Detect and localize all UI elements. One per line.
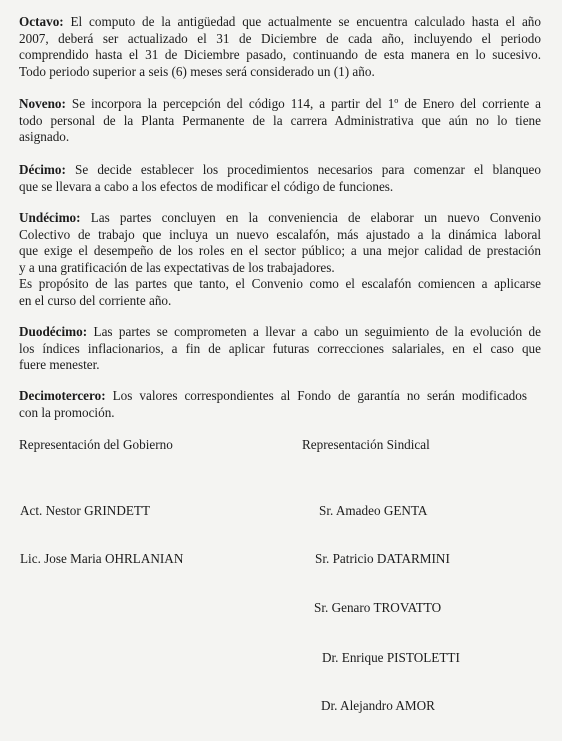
- clause-heading: Duodécimo:: [19, 324, 88, 339]
- signatory-gobierno: Lic. Jose Maria OHRLANIAN: [20, 551, 184, 566]
- clause-octavo: [19, 14, 541, 80]
- clause-line: y a una gratificación de las expectativas de los trabajadores.: [19, 259, 335, 275]
- clause-line: todo personal de la Planta Permanente de la carrera Administrativa que aún no lo tiene: [19, 112, 541, 128]
- signatory-sindical: Sr. Patricio DATARMINI: [315, 551, 450, 566]
- clause-line: Todo periodo superior a seis (6) meses será considerado un (1) año.: [19, 63, 375, 79]
- clause-line: asignado.: [19, 129, 70, 145]
- clause-line: que exige el desempeño de los roles en el sector público; a una mejor calidad de prestación: [19, 243, 541, 259]
- clause-heading: Noveno:: [19, 96, 66, 111]
- clause-line: que se llevara a cabo a los efectos de modificar el código de funciones.: [19, 178, 394, 194]
- clause-noveno: [19, 96, 541, 146]
- clause-heading: Decimotercero:: [19, 388, 106, 403]
- clause-line: los índices inflacionarios, a fin de aplicar futuras correcciones salariales, en el caso que: [19, 340, 541, 356]
- clause-undecimo: [19, 210, 541, 310]
- gobierno-header: Representación del Gobierno: [19, 437, 173, 452]
- clause-line: Es propósito de las partes que tanto, el Convenio como el escalafón comiencen a aplicarse: [19, 276, 541, 292]
- signatory-sindical: Dr. Alejandro AMOR: [321, 698, 435, 713]
- clause-decimotercero: [19, 388, 527, 421]
- clause-line: Colectivo de trabajo que incluya un nuevo escalafón, más ajustado a la dinámica laboral: [19, 226, 541, 242]
- clause-text: Se decide establecer los procedimientos necesarios para comenzar el blanqueo: [65, 162, 541, 177]
- signatory-sindical: Sr. Genaro TROVATTO: [314, 600, 442, 615]
- clause-heading: Décimo:: [19, 162, 66, 177]
- clause-heading: Undécimo:: [19, 210, 81, 225]
- clause-text: Los valores correspondientes al Fondo de garantía no serán modificados: [105, 388, 527, 403]
- clause-line: con la promoción.: [19, 404, 115, 420]
- clause-line: en el curso del corriente año.: [19, 292, 172, 308]
- clause-line: 2007, deberá ser actualizado el 31 de Diciembre de cada año, incluyendo el periodo: [19, 30, 541, 46]
- sindical-header: Representación Sindical: [302, 437, 430, 452]
- clause-text: Se incorpora la percepción del código 114, a partir del 1º de Enero del corriente a: [65, 96, 541, 111]
- clause-line: fuere menester.: [19, 357, 100, 373]
- signatory-sindical: Sr. Amadeo GENTA: [319, 503, 428, 518]
- signatory-gobierno: Act. Nestor GRINDETT: [20, 503, 151, 518]
- clause-text: Las partes concluyen en la conveniencia de elaborar un nuevo Convenio: [80, 210, 541, 225]
- clause-decimo: [19, 162, 541, 195]
- signatory-sindical: Dr. Enrique PISTOLETTI: [322, 650, 460, 665]
- clause-heading: Octavo:: [19, 14, 64, 29]
- clause-line: comprendido hasta el 31 de Diciembre pasado, continuando de esta manera en lo sucesivo.: [19, 47, 541, 63]
- clause-text: Las partes se comprometen a llevar a cabo un seguimiento de la evolución de: [87, 324, 541, 339]
- clause-text: El computo de la antigüedad que actualmente se encuentra calculado hasta el año: [63, 14, 541, 29]
- clause-duodecimo: [19, 324, 541, 374]
